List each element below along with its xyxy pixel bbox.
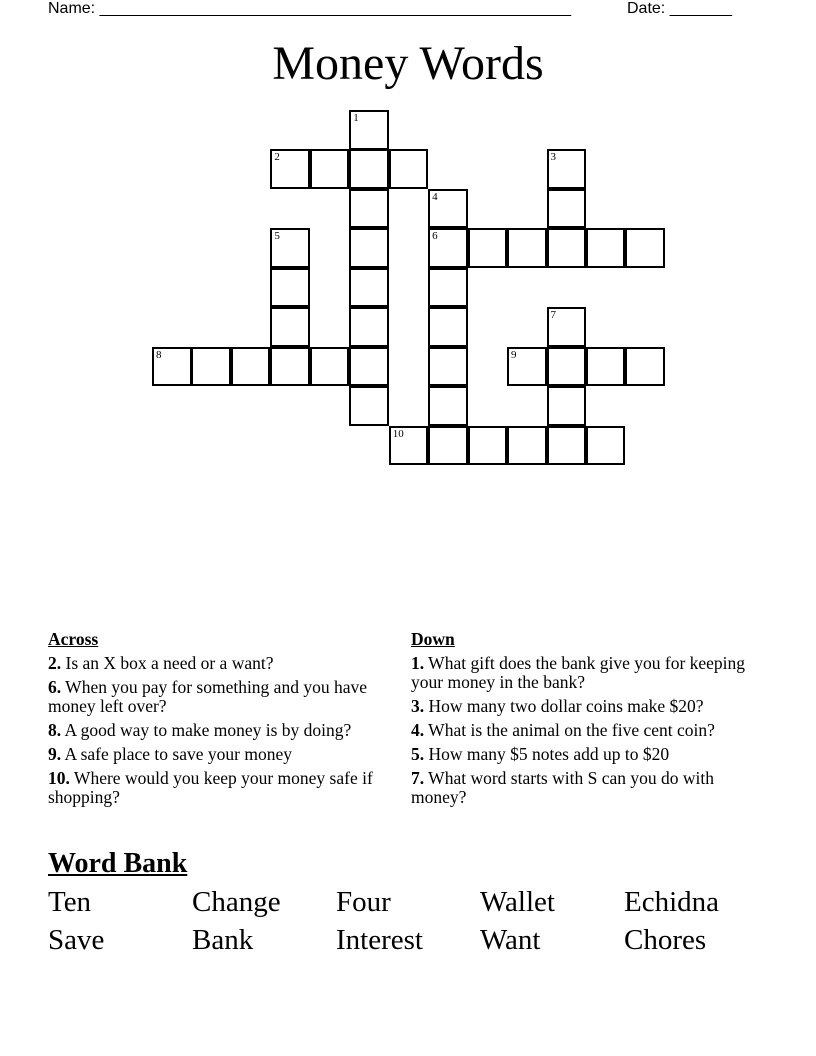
clue-item <box>411 769 761 807</box>
cell-number: 6 <box>432 230 438 243</box>
word-bank-item: Four <box>336 886 391 918</box>
grid-cell[interactable] <box>547 189 587 229</box>
clue-text: A good way to make money is by doing? <box>61 720 352 740</box>
clue-item <box>411 745 761 764</box>
word-bank-item: Chores <box>624 924 707 956</box>
grid-cell[interactable] <box>468 228 508 268</box>
grid-cell[interactable] <box>547 149 587 189</box>
clue-text: What is the animal on the five cent coin? <box>424 720 715 740</box>
grid-cell[interactable] <box>586 347 626 387</box>
grid-cell[interactable] <box>586 426 626 466</box>
word-bank-item: Save <box>48 924 105 956</box>
grid-cell[interactable] <box>468 426 508 466</box>
clue-text: What gift does the bank give you for keeping your money in the bank? <box>411 653 746 692</box>
across-heading: Across <box>48 629 99 649</box>
grid-cell[interactable] <box>389 426 429 466</box>
word-bank-item: Want <box>480 924 541 956</box>
grid-cell[interactable] <box>270 347 310 387</box>
grid-cell[interactable] <box>428 189 468 229</box>
clue-item <box>48 721 388 740</box>
grid-cell[interactable] <box>270 307 310 347</box>
grid-cell[interactable] <box>270 228 310 268</box>
clue-number: 10. <box>48 768 70 788</box>
grid-cell[interactable] <box>428 347 468 387</box>
grid-cell[interactable] <box>349 268 389 308</box>
word-bank-item: Wallet <box>480 886 555 918</box>
clue-item <box>411 697 761 716</box>
grid-cell[interactable] <box>428 307 468 347</box>
clue-number: 3. <box>411 696 425 716</box>
grid-cell[interactable] <box>152 347 192 387</box>
grid-cell[interactable] <box>547 386 587 426</box>
grid-cell[interactable] <box>428 426 468 466</box>
word-bank-item: Change <box>192 886 281 918</box>
cell-number: 8 <box>156 348 162 361</box>
clue-text: How many two dollar coins make $20? <box>424 696 704 716</box>
clue-text: When you pay for something and you have money left over? <box>48 677 367 716</box>
clue-item <box>48 678 388 716</box>
grid-cell[interactable] <box>349 149 389 189</box>
cell-number: 2 <box>274 151 280 164</box>
down-clues <box>411 630 761 812</box>
word-bank <box>48 884 768 958</box>
clue-item <box>48 769 388 807</box>
clue-item <box>48 654 388 673</box>
clue-number: 5. <box>411 744 425 764</box>
clue-number: 7. <box>411 768 425 788</box>
cell-number: 10 <box>392 427 404 440</box>
clue-text: What word starts with S can you do with money? <box>411 768 714 807</box>
grid-cell[interactable] <box>547 426 587 466</box>
clue-number: 2. <box>48 653 62 673</box>
grid-cell[interactable] <box>310 149 350 189</box>
grid-cell[interactable] <box>625 228 665 268</box>
crossword-grid <box>0 0 816 480</box>
word-bank-item: Echidna <box>624 886 720 918</box>
grid-cell[interactable] <box>547 228 587 268</box>
grid-cell[interactable] <box>270 268 310 308</box>
clue-text: Where would you keep your money safe if shopping? <box>48 768 373 807</box>
grid-cell[interactable] <box>547 347 587 387</box>
down-heading: Down <box>411 629 455 649</box>
grid-cell[interactable] <box>389 149 429 189</box>
clue-number: 9. <box>48 744 62 764</box>
page-title: Money Words <box>272 37 544 90</box>
grid-cell[interactable] <box>310 347 350 387</box>
grid-cell[interactable] <box>191 347 231 387</box>
clue-item <box>411 721 761 740</box>
grid-cell[interactable] <box>625 347 665 387</box>
cell-number: 4 <box>432 190 438 203</box>
cell-number: 7 <box>550 309 556 322</box>
grid-cell[interactable] <box>349 386 389 426</box>
clue-text: Is an X box a need or a want? <box>61 653 274 673</box>
grid-cell[interactable] <box>349 347 389 387</box>
date-field[interactable]: Date: _______ <box>627 0 732 17</box>
grid-cell[interactable] <box>270 149 310 189</box>
clue-number: 8. <box>48 720 62 740</box>
grid-cell[interactable] <box>349 189 389 229</box>
clue-text: A safe place to save your money <box>61 744 292 764</box>
grid-cell[interactable] <box>231 347 271 387</box>
grid-cell[interactable] <box>507 426 547 466</box>
word-bank-item: Ten <box>48 886 92 918</box>
word-bank-item: Interest <box>336 924 423 956</box>
cell-number: 1 <box>353 112 359 124</box>
grid-cell[interactable] <box>428 228 468 268</box>
clue-number: 6. <box>48 677 62 697</box>
grid-cell[interactable] <box>547 307 587 347</box>
grid-cell[interactable] <box>428 268 468 308</box>
across-clues <box>48 630 388 812</box>
grid-cell[interactable] <box>349 110 389 150</box>
clue-text: How many $5 notes add up to $20 <box>424 744 670 764</box>
word-bank-title: Word Bank <box>48 848 188 879</box>
cell-number: 9 <box>511 348 517 361</box>
grid-cell[interactable] <box>586 228 626 268</box>
grid-cell[interactable] <box>507 347 547 387</box>
grid-cell[interactable] <box>428 386 468 426</box>
clue-number: 4. <box>411 720 425 740</box>
grid-cell[interactable] <box>507 228 547 268</box>
clue-number: 1. <box>411 653 425 673</box>
grid-cell[interactable] <box>349 307 389 347</box>
name-field[interactable]: Name: _____________________________________________________ <box>48 0 572 17</box>
clue-item <box>48 745 388 764</box>
clue-item <box>411 654 761 692</box>
cell-number: 3 <box>550 151 556 164</box>
grid-cell[interactable] <box>349 228 389 268</box>
word-bank-item: Bank <box>192 924 254 956</box>
cell-number: 5 <box>274 230 280 243</box>
